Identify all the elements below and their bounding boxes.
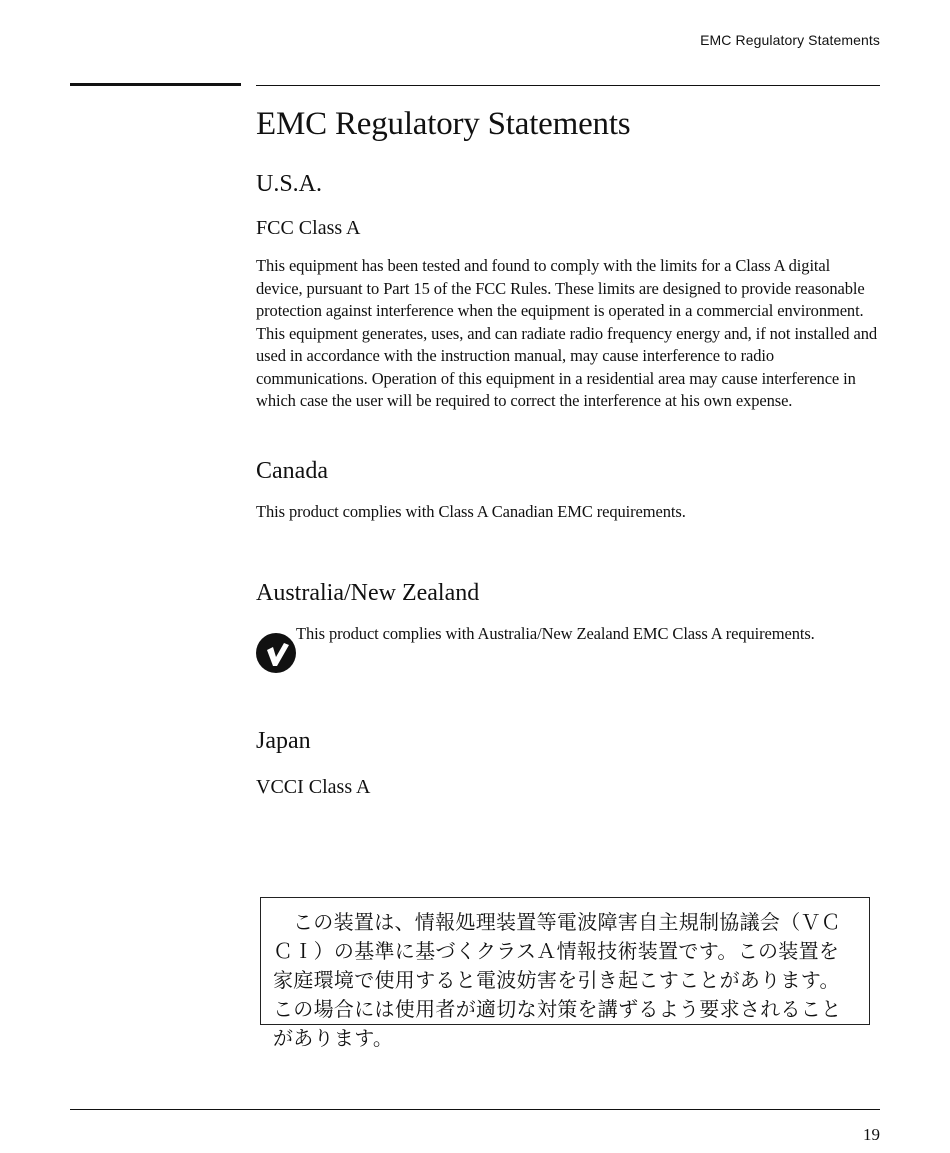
australia-row xyxy=(256,623,880,673)
canada-statement: This product complies with Class A Canadian EMC requirements. xyxy=(256,501,686,521)
vcci-class-a-heading: VCCI Class A xyxy=(256,776,371,798)
page-content xyxy=(256,98,880,801)
footer-rule xyxy=(70,1109,880,1110)
running-header: EMC Regulatory Statements xyxy=(700,32,880,48)
page-title: EMC Regulatory Statements xyxy=(256,106,631,142)
fcc-class-a-heading: FCC Class A xyxy=(256,217,361,239)
japan-heading: Japan xyxy=(256,728,311,754)
header-rule-thin xyxy=(256,85,880,86)
vcci-notice-box xyxy=(260,897,870,1050)
page-number: 19 xyxy=(863,1125,880,1144)
australia-statement: This product complies with Australia/New Zealand EMC Class A requirements. xyxy=(296,624,815,643)
header-rule-thick xyxy=(70,83,241,86)
canada-heading: Canada xyxy=(256,457,328,484)
usa-heading: U.S.A. xyxy=(256,171,323,197)
vcci-notice-text: この装置は、情報処理装置等電波障害自主規制協議会（ＶＣＣＩ）の基準に基づくクラスＡ情報技術装置です。この装置を家庭環境で使用すると電波妨害を引き起こすことがあります。この場合には使用者が適切な対策を講ずるよう要求されることがあります。 xyxy=(273,910,842,1050)
fcc-statement: This equipment has been tested and found to comply with the limits for a Class A digital device, pursuant to Part 15 of the FCC Rules. These limits are designed to provide reasonable protection against interference when the equipment is operated in a commercial environment. This equipment generates, uses, and can radiate radio frequency energy and, if not installed and used in accordance with the instruction manual, may cause interference to radio communications. Operation of this equipment in a residential area may cause interference in which case the user will be required to correct the interference at his own expense. xyxy=(256,256,877,410)
c-tick-mark-icon xyxy=(256,633,296,673)
australia-heading: Australia/New Zealand xyxy=(256,580,480,606)
